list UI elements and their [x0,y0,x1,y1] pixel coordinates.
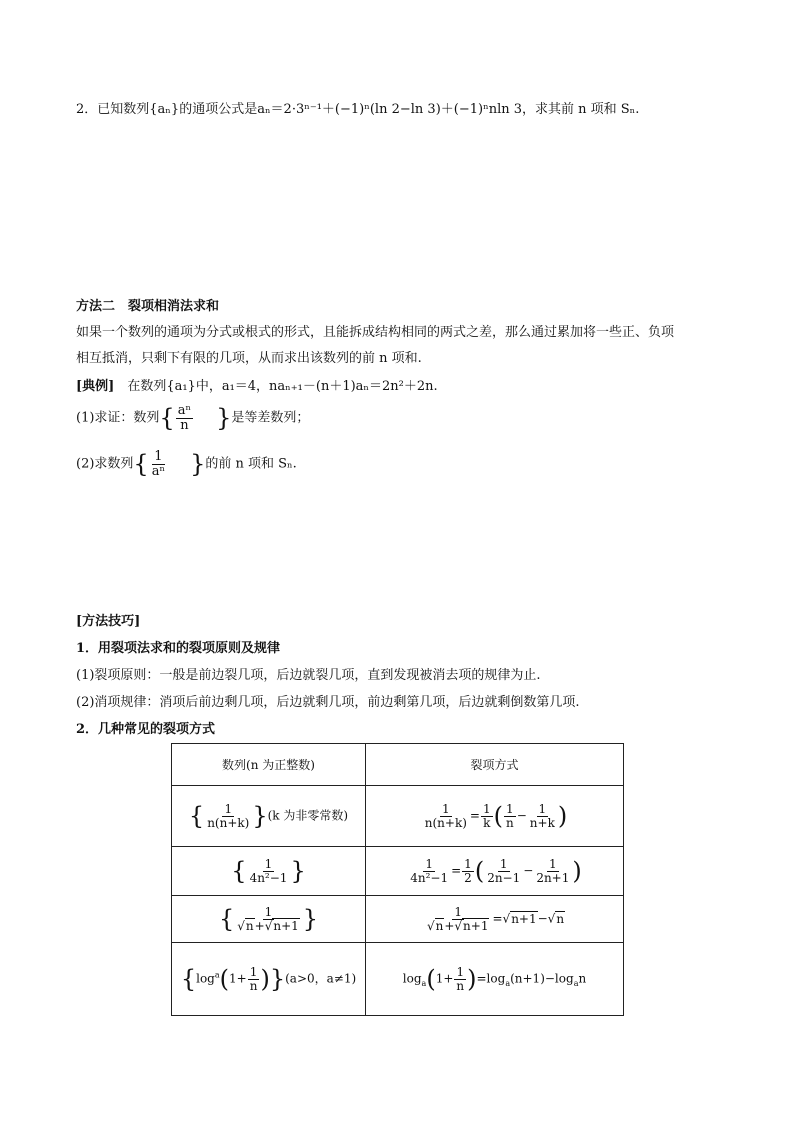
table-row [172,847,624,896]
problem-2-text: 2．已知数列{aₙ}的通项公式是aₙ＝2·3ⁿ⁻¹＋(−1)ⁿ(ln 2−ln 3)＋(−1)ⁿnln 3，求其前 n 项和 Sₙ. [76,102,640,117]
fraction-denominator: k [483,815,491,830]
fraction-denominator: 4n²−1 [410,870,449,885]
fraction-numerator: 1 [506,801,514,816]
fraction-denominator: n+k [529,815,555,830]
log-text: n [578,971,587,986]
brace-left: { [133,450,149,479]
fraction-numerator: 1 [454,904,463,919]
formula-cell: $\frac{1}{n(n+k)}$ = $\frac{1}{k}$ ( $\frac{1}{n}$ − $\frac{1}{n+k}$ ) [366,786,624,847]
sequence-note: (a>0，a≠1) [285,971,357,986]
fraction-denominator: 2n+1 [536,870,570,885]
brace-right: } [216,404,232,433]
fraction-denominator: n [456,978,465,993]
fraction-numerator: 1 [249,964,258,979]
sequence-cell: { $\frac{1}{n(n+k)}$ }(k 为非零常数) [172,786,366,847]
sequence-note: (k 为非零常数) [267,808,349,823]
fraction-numerator: 1 [549,856,557,871]
log-text: log [196,971,215,986]
log-text: log [402,971,422,986]
fraction-numerator: 1 [264,856,273,871]
fraction-numerator: 1 [224,801,233,816]
equals-sign: = [469,808,480,823]
sqrt-term: n [245,918,254,933]
method-2-desc-line-1: 如果一个数列的通项为分式或根式的形式，且能拆成结构相同的两式之差，那么通过累加将一些正、负项 [76,325,675,340]
tips-item-1a: (1)裂项原则：一般是前边裂几项，后边就裂几项，直到发现被消去项的规律为止. [76,668,541,683]
sqrt-term: n [435,918,444,933]
sqrt-term: n+1 [273,918,299,933]
sqrt-term: n+1 [511,911,537,926]
example-tag: [典例] [76,379,115,394]
formula-cell: $\frac{1}{\text{4n²−1}}$ = $\frac{1}{2}$ ( $\frac{1}{2n-1}$ − $\frac{1}{2n+1}$ ) [366,847,624,896]
log-base: a [421,978,427,988]
fraction-denominator: 2 [464,870,472,885]
table-row [172,943,624,1016]
one-plus: 1+ [229,971,247,986]
question-2 [76,450,297,478]
fraction-denominator: n(n+k) [207,815,250,830]
example-line [76,375,438,394]
question-1 [76,404,309,432]
log-base: a [505,978,511,988]
log-base: a [573,978,579,988]
header-split-method: 裂项方式 [366,744,624,786]
fraction-denominator: √n+√n+1 [426,918,489,933]
sqrt-term: n+1 [463,918,489,933]
example-text: 在数列{a₁}中，a₁＝4，naₙ₊₁－(n＋1)aₙ＝2n²＋2n. [114,379,438,394]
table-header-row [172,744,624,786]
method-2-title: 方法二 裂项相消法求和 [76,299,220,314]
split-methods-table [171,743,624,1016]
question-2-prefix: (2)求数列 [76,456,134,472]
sequence-cell: { $\frac{1}{√n+√n+1}$ } [172,896,366,943]
question-1-suffix: 是等差数列； [231,410,310,426]
fraction-numerator: 1 [442,801,450,816]
brace-left: { [159,404,175,433]
equals-sign: = [451,863,462,878]
table-row [172,896,624,943]
fraction-denominator: aⁿ [151,463,166,479]
fraction-numerator: 1 [425,856,433,871]
tips-item-1b: (2)消项规律：消项后前边剩几项，后边就剩几项，前边剩第几项，后边就剩倒数第几项. [76,695,580,710]
equals-sign: = [492,911,503,926]
fraction-numerator: 1 [464,856,472,871]
question-2-fraction [150,450,167,478]
fraction-denominator: n [180,417,189,433]
fraction-numerator: 1 [456,964,465,979]
fraction-denominator: n [249,978,258,993]
brace-right: } [190,450,206,479]
sqrt-term: n [556,911,565,926]
fraction-numerator: 1 [154,449,163,464]
log-text: (n+1)−log [510,971,574,986]
sequence-cell: { $\frac{1}{\text{4n²−1}}$ } [172,847,366,896]
question-1-fraction [176,404,193,432]
header-sequence: 数列(n 为正整数) [172,744,366,786]
fraction-numerator: aⁿ [177,403,192,418]
question-2-suffix: 的前 n 项和 Sₙ. [205,456,297,472]
question-1-prefix: (1)求证：数列 [76,410,160,426]
minus-sign: − [516,808,527,823]
plus-sign: + [254,918,265,933]
fraction-denominator: √n+√n+1 [237,918,299,933]
fraction-numerator: 1 [538,801,547,816]
formula-cell: $\log_a(1+$ $\frac{1}{n}$ )$=\log_a(n+1)-\log_an$ [366,943,624,1016]
formula-cell: $\frac{1}{√n+√n+1}$ =√n+1−√n [366,896,624,943]
method-2-desc-line-2: 相互抵消，只剩下有限的几项，从而求出该数列的前 n 项和. [76,351,422,366]
tips-item-1-title: 1．用裂项法求和的裂项原则及规律 [76,641,281,656]
minus-sign: − [537,911,548,926]
fraction-denominator: n(n+k) [424,815,467,830]
sequence-cell: {$\log^a(1+$ $\frac{1}{n}$ )}(a>0，a≠1) [172,943,366,1016]
fraction-numerator: 1 [264,904,273,919]
tips-heading: [方法技巧] [76,614,141,629]
plus-sign: + [444,918,455,933]
fraction-denominator: n [506,815,514,830]
fraction-denominator: 4n²−1 [249,870,288,885]
minus-sign: − [523,863,534,878]
fraction-numerator: 1 [482,801,491,816]
log-base: a [214,970,220,980]
log-text: =log [476,971,506,986]
table-row [172,786,624,847]
fraction-numerator: 1 [499,856,508,871]
one-plus: 1+ [435,971,454,986]
fraction-denominator: 2n−1 [487,870,521,885]
tips-item-2-title: 2．几种常见的裂项方式 [76,722,216,737]
